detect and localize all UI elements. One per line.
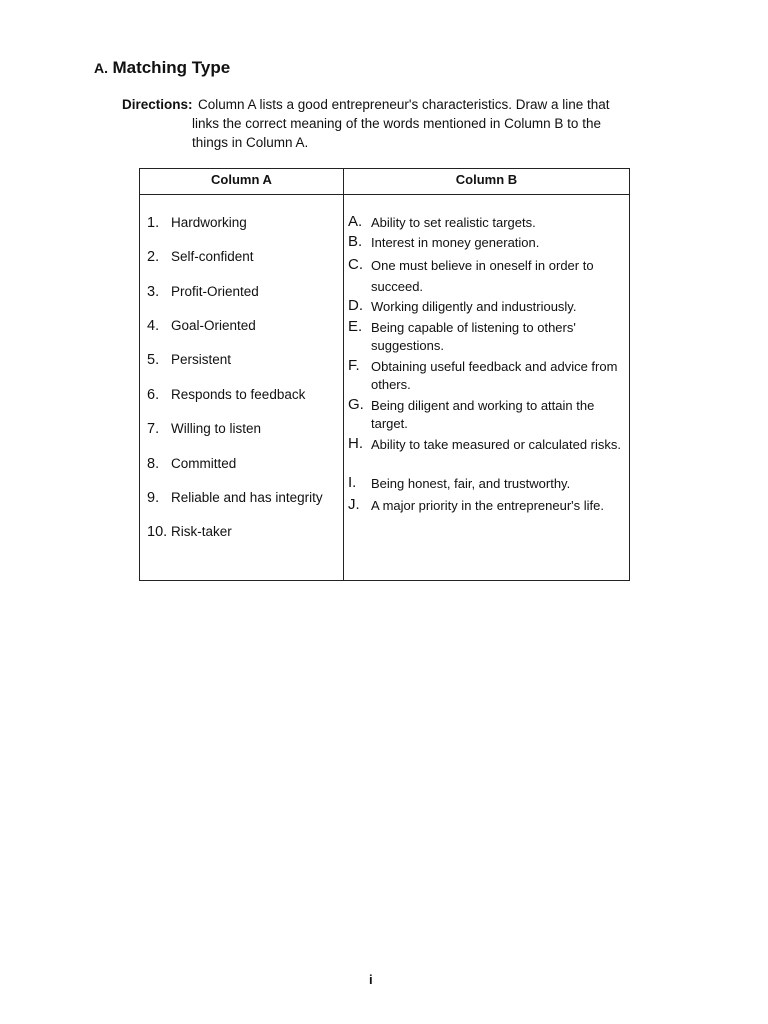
item-text: Committed — [171, 456, 237, 471]
column-b-header: Column B — [455, 172, 518, 187]
item-text: Self-confident — [171, 249, 254, 264]
item-number: 4. — [147, 318, 160, 334]
item-letter: B. — [348, 233, 363, 250]
column-b-item — [348, 233, 621, 252]
column-b-item — [348, 396, 621, 433]
item-letter: E. — [348, 318, 363, 335]
item-text: Risk-taker — [171, 524, 232, 539]
directions-line-1: Column A lists a good entrepreneur's characteristics. Draw a line that — [198, 97, 610, 112]
column-b-item — [348, 213, 621, 232]
column-a-item — [147, 522, 232, 542]
item-text: One must believe in oneself in order to succeed. — [371, 258, 594, 294]
item-text: Responds to feedback — [171, 387, 306, 402]
page-number: i — [369, 972, 373, 987]
item-text: Ability to take measured or calculated risks. — [371, 437, 621, 452]
item-text: A major priority in the entrepreneur's life. — [371, 498, 604, 513]
item-number: 8. — [147, 456, 160, 472]
item-number: 6. — [147, 387, 160, 403]
item-number: 10. — [147, 524, 168, 540]
item-letter: I. — [348, 474, 357, 491]
header-divider — [140, 194, 629, 195]
item-text: Being diligent and working to attain the target. — [371, 398, 595, 431]
column-b-item — [348, 496, 621, 515]
item-text: Goal-Oriented — [171, 318, 256, 333]
item-letter: D. — [348, 297, 363, 314]
item-number: 1. — [147, 215, 160, 231]
column-divider — [343, 169, 344, 580]
directions-line-2: links the correct meaning of the words mentioned in Column B to the — [192, 116, 601, 131]
column-b-item — [348, 255, 621, 297]
item-text: Hardworking — [171, 215, 247, 230]
directions-label: Directions: — [122, 97, 193, 112]
column-a-item — [147, 350, 231, 370]
column-b-item — [348, 318, 621, 355]
column-a-item — [147, 247, 254, 267]
item-text: Obtaining useful feedback and advice from others. — [371, 359, 618, 392]
item-number: 5. — [147, 352, 160, 368]
item-letter: F. — [348, 357, 360, 374]
item-letter: H. — [348, 435, 363, 452]
column-a-item — [147, 419, 261, 439]
section-title: Matching Type — [112, 58, 231, 77]
item-text: Being capable of listening to others' suggestions. — [371, 320, 576, 353]
column-a-item — [147, 316, 256, 336]
column-b-item — [348, 474, 621, 493]
column-b-item — [348, 357, 621, 394]
column-b-item — [348, 297, 621, 316]
item-text: Willing to listen — [171, 421, 262, 436]
column-a-item — [147, 454, 236, 474]
item-text: Reliable and has integrity — [171, 490, 323, 505]
item-number: 9. — [147, 490, 160, 506]
directions-line-3: things in Column A. — [192, 135, 309, 150]
section-letter: A. — [94, 60, 108, 76]
column-b-item — [348, 435, 621, 454]
item-letter: J. — [348, 496, 360, 513]
item-text: Working diligently and industriously. — [371, 299, 577, 314]
item-letter: C. — [348, 256, 363, 273]
item-text: Interest in money generation. — [371, 235, 540, 250]
item-text: Profit-Oriented — [171, 284, 259, 299]
column-a-header: Column A — [211, 172, 272, 187]
directions-paragraph — [122, 95, 652, 152]
item-text: Being honest, fair, and trustworthy. — [371, 476, 571, 491]
column-a-item — [147, 282, 259, 302]
column-a-item — [147, 385, 305, 405]
matching-table — [139, 168, 630, 581]
item-letter: A. — [348, 213, 363, 230]
item-text: Persistent — [171, 352, 232, 367]
item-number: 3. — [147, 284, 160, 300]
section-heading — [94, 58, 230, 78]
item-number: 7. — [147, 421, 160, 437]
item-letter: G. — [348, 396, 364, 413]
item-number: 2. — [147, 249, 160, 265]
column-a-item — [147, 488, 323, 508]
column-a-item — [147, 213, 247, 233]
item-text: Ability to set realistic targets. — [371, 215, 536, 230]
